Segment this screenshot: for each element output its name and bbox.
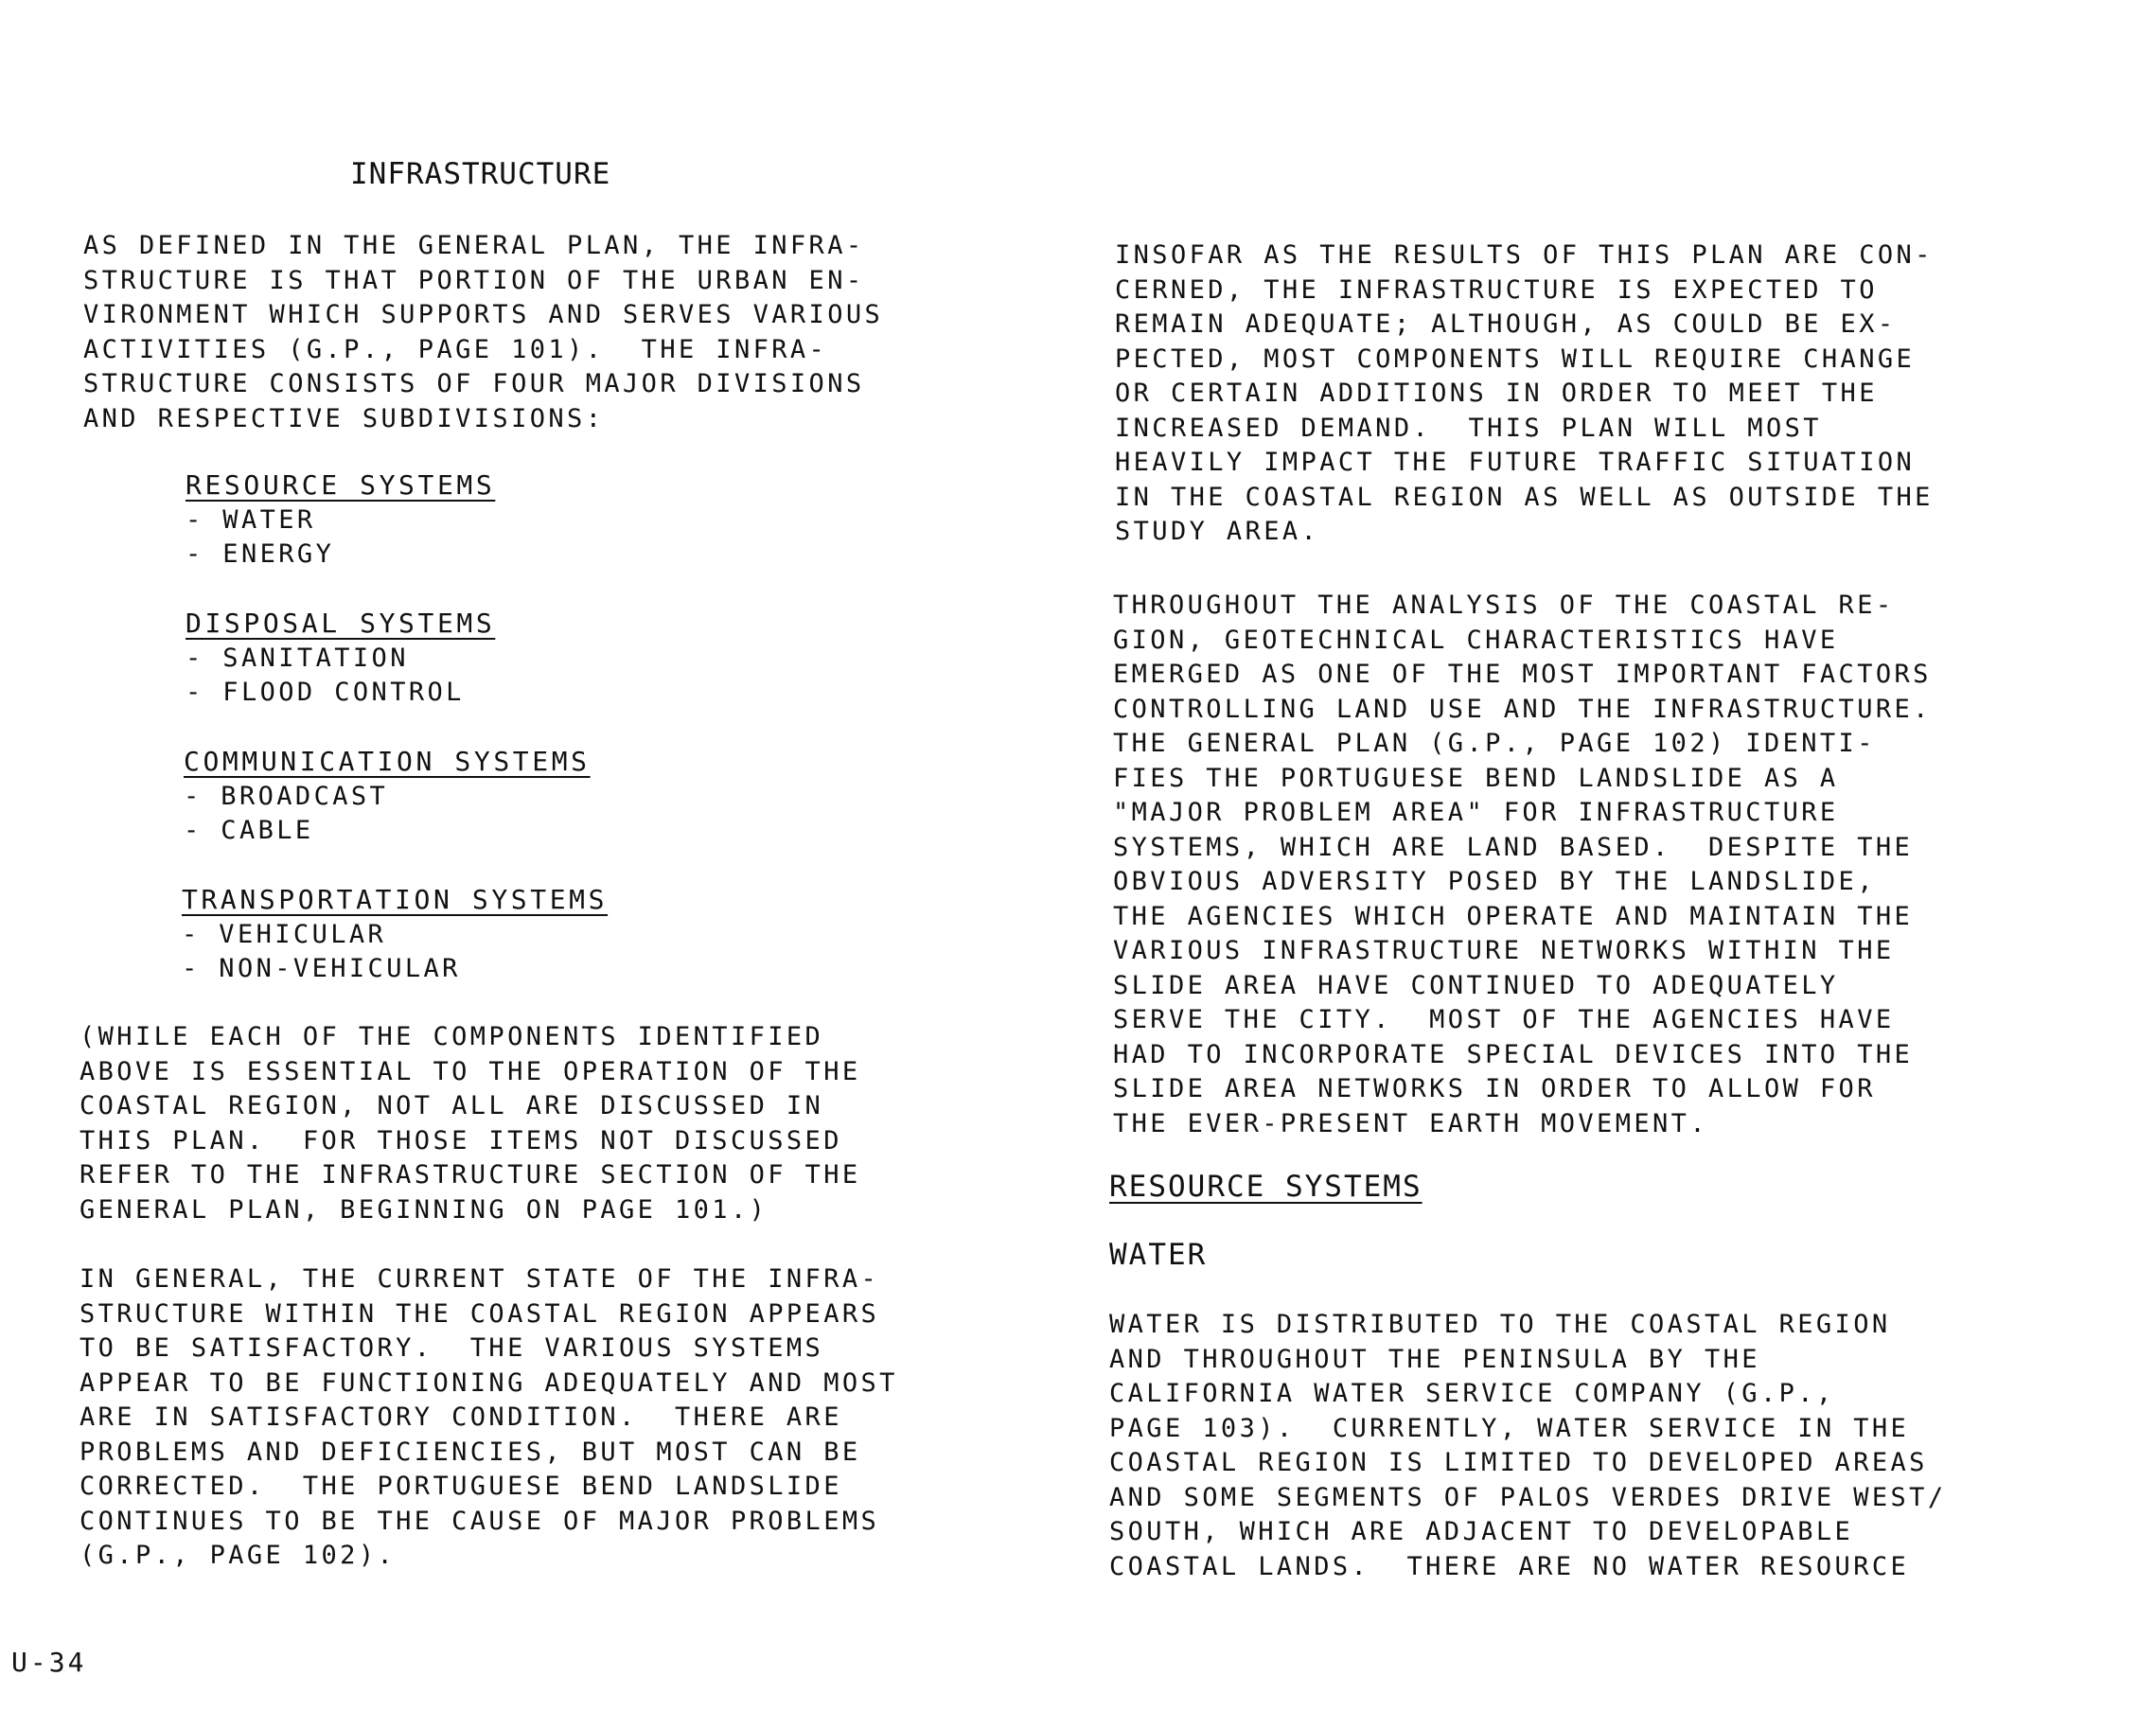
text-line: AND THROUGHOUT THE PENINSULA BY THE (1109, 1344, 1760, 1374)
list-item: - NON-VEHICULAR (182, 954, 461, 983)
list-item: - ENERGY (186, 539, 335, 569)
general-paragraph (80, 1262, 898, 1574)
text-line: AND RESPECTIVE SUBDIVISIONS: (83, 403, 605, 433)
text-line: AS DEFINED IN THE GENERAL PLAN, THE INFRA- (83, 231, 865, 260)
text-line: STUDY AREA. (1115, 517, 1320, 546)
text-line: APPEAR TO BE FUNCTIONING ADEQUATELY AND MOST (80, 1367, 898, 1398)
text-line: (WHILE EACH OF THE COMPONENTS IDENTIFIED (80, 1022, 824, 1051)
text-line: STRUCTURE WITHIN THE COASTAL REGION APPEARS (80, 1298, 880, 1329)
text-line: VIRONMENT WHICH SUPPORTS AND SERVES VARIOUS (83, 300, 884, 329)
text-line: COASTAL REGION IS LIMITED TO DEVELOPED AREAS (1109, 1448, 1928, 1477)
text-line: IN THE COASTAL REGION AS WELL AS OUTSIDE THE (1115, 482, 1934, 512)
text-line: COASTAL REGION, NOT ALL ARE DISCUSSED IN (80, 1091, 824, 1120)
text-line: PAGE 103). CURRENTLY, WATER SERVICE IN THE (1109, 1413, 1910, 1443)
list-item: - CABLE (184, 816, 314, 845)
text-line: CERNED, THE INFRASTRUCTURE IS EXPECTED TO (1115, 274, 1878, 305)
infrastructure-heading: INFRASTRUCTURE (350, 157, 611, 191)
text-line: SYSTEMS, WHICH ARE LAND BASED. DESPITE THE (1113, 832, 1914, 862)
list-item: - SANITATION (186, 644, 409, 673)
text-line: VARIOUS INFRASTRUCTURE NETWORKS WITHIN THE (1113, 936, 1895, 965)
transportation-systems-title: TRANSPORTATION SYSTEMS (182, 884, 609, 915)
note-paragraph (80, 1020, 861, 1227)
insofar-paragraph (1115, 238, 1934, 550)
text-line: "MAJOR PROBLEM AREA" FOR INFRASTRUCTURE (1113, 798, 1839, 827)
text-line: ACTIVITIES (G.P., PAGE 101). THE INFRA- (83, 334, 828, 364)
text-line: THIS PLAN. FOR THOSE ITEMS NOT DISCUSSED (80, 1125, 842, 1155)
text-line: PROBLEMS AND DEFICIENCIES, BUT MOST CAN BE (80, 1437, 861, 1467)
text-line: THE AGENCIES WHICH OPERATE AND MAINTAIN THE (1113, 901, 1914, 931)
text-line: WATER IS DISTRIBUTED TO THE COASTAL REGION (1109, 1310, 1891, 1339)
text-line: ABOVE IS ESSENTIAL TO THE OPERATION OF THE (80, 1056, 861, 1086)
text-line: INSOFAR AS THE RESULTS OF THIS PLAN ARE CON- (1115, 240, 1934, 270)
text-line: SERVE THE CITY. MOST OF THE AGENCIES HAVE (1113, 1005, 1895, 1034)
text-line: OBVIOUS ADVERSITY POSED BY THE LANDSLIDE, (1113, 867, 1876, 896)
text-line: SLIDE AREA NETWORKS IN ORDER TO ALLOW FOR (1113, 1074, 1876, 1103)
list-item: - FLOOD CONTROL (186, 678, 465, 707)
text-line: SOUTH, WHICH ARE ADJACENT TO DEVELOPABLE (1109, 1517, 1854, 1546)
communication-systems-title: COMMUNICATION SYSTEMS (184, 746, 591, 777)
text-line: CORRECTED. THE PORTUGUESE BEND LANDSLIDE (80, 1472, 842, 1501)
text-line: FIES THE PORTUGUESE BEND LANDSLIDE AS A (1113, 763, 1839, 793)
text-line: CALIFORNIA WATER SERVICE COMPANY (G.P., (1109, 1379, 1835, 1408)
text-line: EMERGED AS ONE OF THE MOST IMPORTANT FACTORS (1113, 660, 1932, 689)
intro-paragraph (83, 229, 883, 436)
text-line: OR CERTAIN ADDITIONS IN ORDER TO MEET THE (1115, 379, 1878, 408)
text-line: PECTED, MOST COMPONENTS WILL REQUIRE CHANGE (1115, 344, 1916, 374)
list-item: - WATER (186, 505, 316, 535)
text-line: THROUGHOUT THE ANALYSIS OF THE COASTAL RE- (1113, 591, 1895, 620)
text-line: GION, GEOTECHNICAL CHARACTERISTICS HAVE (1113, 625, 1839, 655)
text-line: CONTINUES TO BE THE CAUSE OF MAJOR PROBLEMS (80, 1506, 880, 1536)
text-line: ARE IN SATISFACTORY CONDITION. THERE ARE (80, 1402, 842, 1432)
text-line: IN GENERAL, THE CURRENT STATE OF THE INFRA- (80, 1264, 880, 1294)
text-line: REFER TO THE INFRASTRUCTURE SECTION OF THE (80, 1160, 861, 1190)
text-line: THE EVER-PRESENT EARTH MOVEMENT. (1113, 1108, 1708, 1138)
text-line: REMAIN ADEQUATE; ALTHOUGH, AS COULD BE EX- (1115, 309, 1897, 339)
text-line: STRUCTURE IS THAT PORTION OF THE URBAN EN- (83, 265, 865, 295)
resource-systems-heading: RESOURCE SYSTEMS (1109, 1170, 1423, 1204)
text-line: THE GENERAL PLAN (G.P., PAGE 102) IDENTI- (1113, 729, 1876, 758)
text-line: TO BE SATISFACTORY. THE VARIOUS SYSTEMS (80, 1333, 824, 1363)
text-line: COASTAL LANDS. THERE ARE NO WATER RESOURCE (1109, 1551, 1910, 1581)
throughout-paragraph (1113, 589, 1932, 1141)
text-line: HAD TO INCORPORATE SPECIAL DEVICES INTO THE (1113, 1039, 1914, 1069)
text-line: AND SOME SEGMENTS OF PALOS VERDES DRIVE WEST/ (1109, 1482, 1947, 1512)
text-line: SLIDE AREA HAVE CONTINUED TO ADEQUATELY (1113, 970, 1839, 1000)
text-line: CONTROLLING LAND USE AND THE INFRASTRUCTURE. (1113, 694, 1932, 724)
water-paragraph (1109, 1308, 1947, 1584)
text-line: INCREASED DEMAND. THIS PLAN WILL MOST (1115, 413, 1822, 443)
list-item: - VEHICULAR (182, 920, 387, 949)
text-line: GENERAL PLAN, BEGINNING ON PAGE 101.) (80, 1194, 769, 1225)
text-line: (G.P., PAGE 102). (80, 1541, 397, 1570)
water-heading: WATER (1109, 1238, 1208, 1272)
list-item: - BROADCAST (184, 782, 389, 811)
page-number: U-34 (11, 1647, 87, 1678)
text-line: HEAVILY IMPACT THE FUTURE TRAFFIC SITUATION (1115, 448, 1916, 477)
disposal-systems-title: DISPOSAL SYSTEMS (186, 608, 496, 639)
resource-systems-title: RESOURCE SYSTEMS (186, 469, 496, 501)
text-line: STRUCTURE CONSISTS OF FOUR MAJOR DIVISIONS (83, 369, 865, 398)
